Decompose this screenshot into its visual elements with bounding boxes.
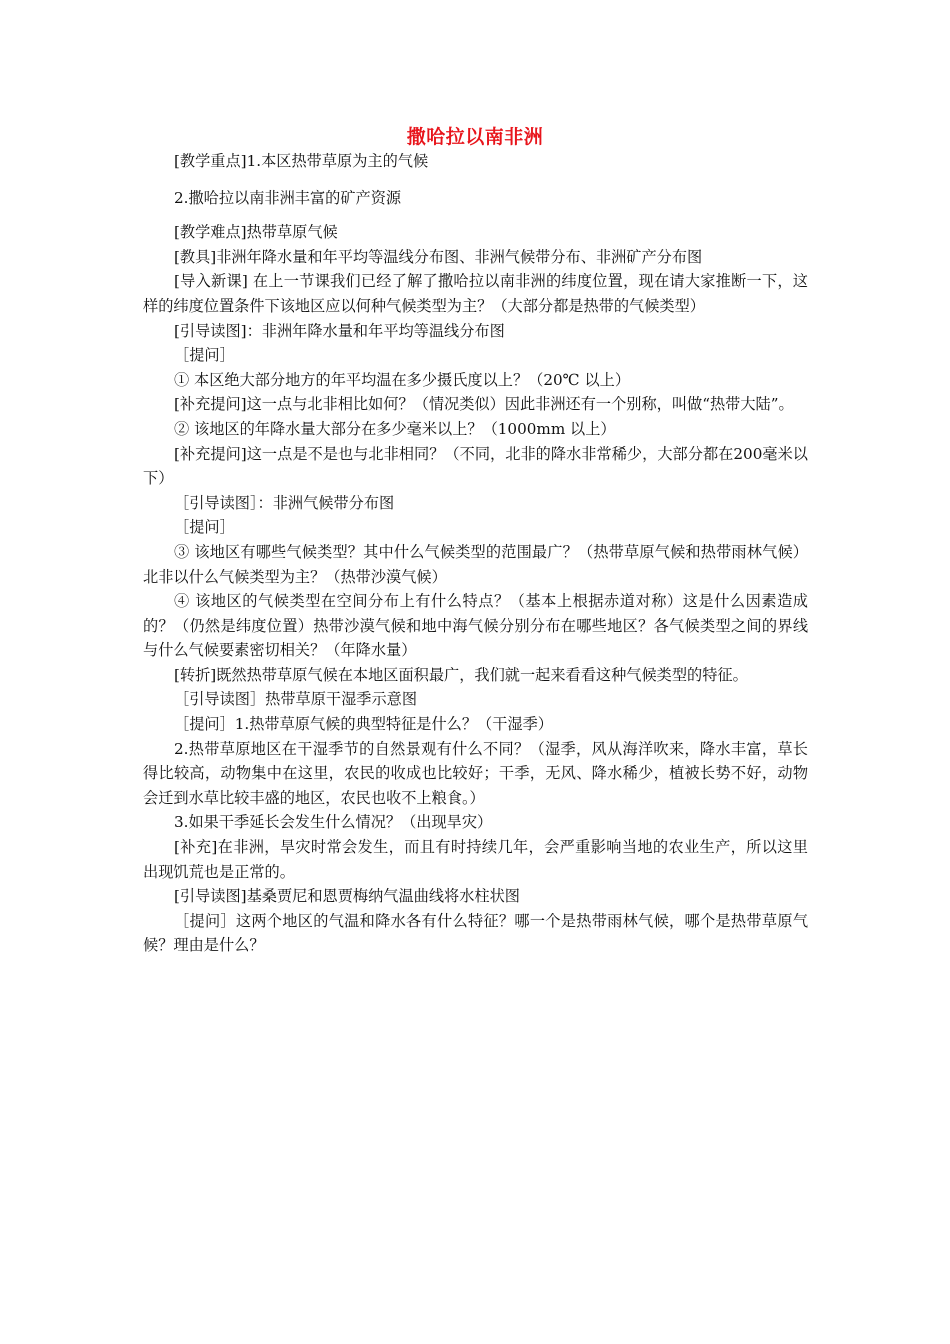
paragraph-guided-reading-3: ［引导读图］热带草原干湿季示意图 bbox=[174, 690, 417, 709]
paragraph-teaching-aids: [教具]非洲年降水量和年平均等温线分布图、非洲气候带分布、非洲矿产分布图 bbox=[174, 247, 703, 266]
paragraph-question-7: 3.如果干季延长会发生什么情况？（出现旱灾） bbox=[174, 813, 493, 832]
paragraph-question-5: ［提问］1.热带草原气候的典型特征是什么？（干湿季） bbox=[174, 715, 553, 734]
paragraph-supplementary-1: [补充提问]这一点与北非相比如何？（情况类似）因此非洲还有一个别称，叫做“热带大陆”。 bbox=[174, 395, 794, 414]
paragraph-question-3: ③ 该地区有哪些气候类型？其中什么气候类型的范围最广？（热带草原气候和热带雨林气候）北非以什么气候类型为主？（热带沙漠气候） bbox=[143, 542, 808, 586]
paragraph-question-label-2: ［提问］ bbox=[174, 518, 235, 537]
paragraph-guided-reading-4: [引导读图]基桑贾尼和恩贾梅纳气温曲线将水柱状图 bbox=[174, 887, 520, 906]
paragraph-teaching-focus: [教学重点]1.本区热带草原为主的气候 bbox=[174, 152, 429, 170]
paragraph-guided-reading-1: [引导读图]：非洲年降水量和年平均等温线分布图 bbox=[174, 321, 505, 340]
paragraph-question-4: ④ 该地区的气候类型在空间分布上有什么特点？（基本上根据赤道对称）这是什么因素造成的？（仍然是纬度位置）热带沙漠气候和地中海气候分别分布在哪些地区？各气候类型之间的界线与什么气候要素密切相关？（年降水量） bbox=[143, 592, 808, 660]
paragraph-guided-reading-2: ［引导读图］：非洲气候带分布图 bbox=[174, 493, 395, 512]
paragraph-question-8: ［提问］这两个地区的气温和降水各有什么特征？哪一个是热带雨林气候，哪个是热带草原气候？理由是什么？ bbox=[143, 911, 808, 955]
paragraph-question-1: ① 本区绝大部分地方的年平均温在多少摄氏度以上？（20℃ 以上） bbox=[174, 370, 631, 389]
paragraph-introduction: [导入新课] 在上一节课我们已经了解了撒哈拉以南非洲的纬度位置，现在请大家推断一下，这样的纬度位置条件下该地区应以何种气候类型为主？（大部分都是热带的气候类型） bbox=[143, 272, 808, 315]
paragraph-question-label-1: ［提问］ bbox=[174, 346, 235, 365]
paragraph-supplementary-2: [补充提问]这一点是不是也与北非相同？（不同，北非的降水非常稀少，大部分都在200毫米以下） bbox=[143, 444, 808, 488]
paragraph-question-2: ② 该地区的年降水量大部分在多少毫米以上？（1000mm 以上） bbox=[174, 419, 616, 438]
paragraph-supplement: [补充]在非洲，旱灾时常会发生，而且有时持续几年，会严重影响当地的农业生产，所以这里出现饥荒也是正常的。 bbox=[143, 838, 808, 881]
document-title: 撒哈拉以南非洲 bbox=[406, 126, 544, 148]
paragraph-transition: [转折]既然热带草原气候在本地区面积最广，我们就一起来看看这种气候类型的特征。 bbox=[174, 665, 748, 684]
paragraph-teaching-focus-2: 2.撒哈拉以南非洲丰富的矿产资源 bbox=[174, 188, 402, 207]
paragraph-teaching-difficulty: [教学难点]热带草原气候 bbox=[174, 223, 338, 242]
document-body bbox=[143, 149, 808, 958]
paragraph-question-6: 2.热带草原地区在干湿季节的自然景观有什么不同？（湿季，风从海洋吹来，降水丰富，草长得比较高，动物集中在这里，农民的收成也比较好；干季，无风、降水稀少，植被长势不好，动物会迁到水草比较丰盛的地区，农民也收不上粮食。） bbox=[143, 739, 808, 807]
